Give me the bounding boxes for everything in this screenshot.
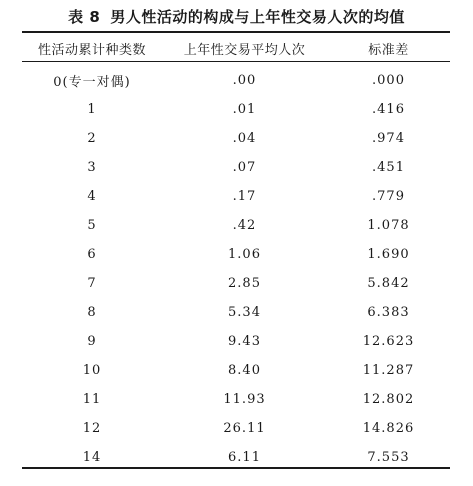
cell-activity-types: 4 [87, 189, 97, 204]
cell-activity-types: 6 [87, 247, 97, 262]
column-header-mean-transactions: 上年性交易平均人次 [183, 42, 306, 58]
cell-mean: .00 [232, 73, 257, 88]
header-row [22, 33, 450, 62]
cell-mean: .01 [232, 102, 257, 117]
table-row [22, 124, 450, 153]
cell-mean: 9.43 [228, 334, 261, 349]
cell-activity-types: 12 [82, 421, 102, 436]
table-row [22, 327, 450, 356]
table-row [22, 153, 450, 182]
table-row [22, 62, 450, 95]
cell-mean: .17 [232, 189, 257, 204]
cell-mean: .42 [232, 218, 257, 233]
cell-std-dev: 6.383 [367, 305, 410, 320]
cell-std-dev: 11.287 [362, 363, 415, 378]
cell-activity-types: 0(专一对偶) [53, 75, 131, 90]
cell-std-dev: .000 [372, 73, 405, 88]
cell-mean: 8.40 [228, 363, 261, 378]
table-row [22, 414, 450, 443]
table-title: 男人性活动的构成与上年性交易人次的均值 [110, 8, 405, 26]
cell-std-dev: 12.802 [362, 392, 415, 407]
table-number: 表 8 [68, 8, 101, 26]
cell-activity-types: 14 [82, 450, 102, 465]
cell-mean: .04 [232, 131, 257, 146]
cell-activity-types: 11 [82, 392, 102, 407]
cell-mean: 11.93 [223, 392, 266, 407]
table-row [22, 269, 450, 298]
cell-mean: 1.06 [228, 247, 261, 262]
cell-activity-types: 2 [87, 131, 97, 146]
table-caption [0, 6, 473, 27]
table-row [22, 443, 450, 472]
cell-mean: 5.34 [228, 305, 261, 320]
cell-std-dev: .416 [372, 102, 405, 117]
cell-std-dev: .779 [372, 189, 405, 204]
cell-activity-types: 8 [87, 305, 97, 320]
cell-std-dev: 14.826 [362, 421, 415, 436]
cell-activity-types: 3 [87, 160, 97, 175]
column-header-std-dev: 标准差 [368, 42, 409, 58]
table-row [22, 182, 450, 211]
cell-mean: .07 [232, 160, 257, 175]
cell-activity-types: 9 [87, 334, 97, 349]
cell-std-dev: 1.690 [367, 247, 410, 262]
cell-activity-types: 1 [87, 102, 97, 117]
table-row [22, 356, 450, 385]
cell-activity-types: 5 [87, 218, 97, 233]
table-row [22, 240, 450, 269]
data-table [22, 33, 450, 472]
cell-std-dev: 5.842 [367, 276, 410, 291]
cell-mean: 26.11 [223, 421, 266, 436]
cell-std-dev: 7.553 [367, 450, 410, 465]
table-row [22, 298, 450, 327]
table-row [22, 211, 450, 240]
cell-std-dev: 1.078 [367, 218, 410, 233]
cell-mean: 2.85 [228, 276, 261, 291]
cell-std-dev: 12.623 [362, 334, 415, 349]
cell-std-dev: .451 [372, 160, 405, 175]
table-row [22, 95, 450, 124]
cell-activity-types: 10 [82, 363, 102, 378]
cell-mean: 6.11 [228, 450, 261, 465]
column-header-activity-types: 性活动累计种类数 [37, 42, 146, 58]
cell-activity-types: 7 [87, 276, 97, 291]
table-row [22, 385, 450, 414]
cell-std-dev: .974 [372, 131, 405, 146]
